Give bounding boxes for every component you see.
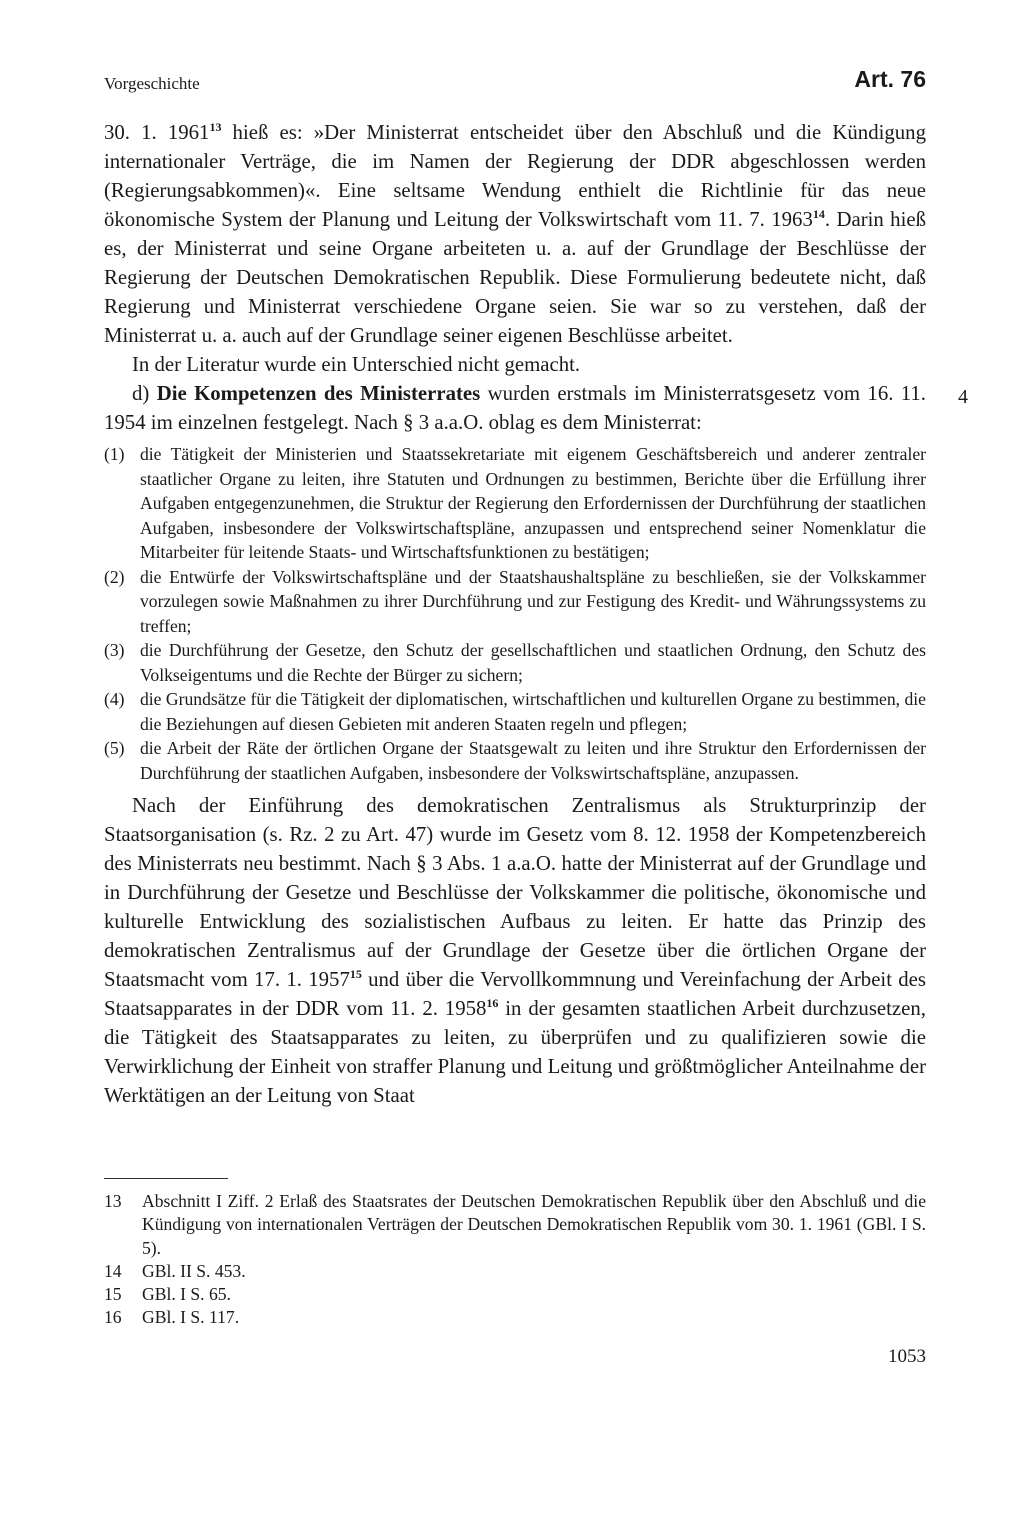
footnote-text: GBl. I S. 65.	[142, 1284, 231, 1305]
list-item-text: die Arbeit der Räte der örtlichen Organe der Staatsgewalt zu leiten und ihre Struktur den Erfordernissen der Durchführung der staatlichen Aufgaben, insbesondere der Volkswirtschaftspläne, anzupassen.	[140, 738, 926, 783]
paragraph-text: d)	[132, 382, 157, 405]
paragraph-text: 30. 1. 1961	[104, 121, 210, 144]
bold-heading: Die Kompetenzen des Ministerrates	[156, 382, 481, 405]
list-item-text: die Tätigkeit der Ministerien und Staatssekretariate mit eigenem Geschäftsbereich und anderer zentraler staatlicher Organe zu leiten, ihre Statuten und Ordnungen zu bestimmen, Berichte über die Erfüllung ihrer Aufgaben entgegenzunehmen, die Struktur der Regierung den Erfordernissen der Durchführung der staatlichen Aufgaben, insbesondere der Volkswirtschaftspläne, anzupassen und entsprechend seiner Nomenklatur die Mitarbeiter für leitende Staats- und Wirtschaftsfunktionen zu bestätigen;	[140, 444, 926, 562]
list-item-number: (5)	[104, 738, 125, 758]
paragraph-text: und über die Vervollkommnung und Vereinfachung der Arbeit des Staatsapparates in der DDR vom 11. 2. 1958	[104, 968, 926, 1020]
paragraph-text: Nach der Einführung des demokratischen Zentralismus als Strukturprinzip der Staatsorganisation (s. Rz. 2 zu Art. 47) wurde im Gesetz vom 8. 12. 1958 der Kompetenzbereich des Ministerrats neu bestimmt. Nach § 3 Abs. 1 a.a.O. hatte der Ministerrat auf der Grundlage und in Durchführung der Gesetze und Beschlüsse der Volkskammer die politische, ökonomische und kulturelle Entwicklung des sozialistischen Aufbaus zu leiten. Er hatte das Prinzip des demokratischen Zentralismus auf der Grundlage der Gesetze über die örtlichen Organe der Staatsmacht vom 17. 1. 1957	[104, 794, 926, 991]
footnote-number: 16	[104, 1307, 122, 1328]
paragraph-3	[104, 379, 926, 437]
list-item-text: die Durchführung der Gesetze, den Schutz der gesellschaftlichen und staatlichen Ordnung, den Schutz des Volkseigentums und die Rechte der Bürger zu sichern;	[140, 640, 926, 685]
running-header-article: Art. 76	[854, 66, 926, 92]
paragraph-2: In der Literatur wurde ein Unterschied nicht gemacht.	[132, 353, 581, 376]
footnote-text: GBl. I S. 117.	[142, 1307, 240, 1328]
footnote-text: Abschnitt I Ziff. 2 Erlaß des Staatsrates der Deutschen Demokratischen Republik über den Abschluß und die Kündigung von internationalen Verträgen der Deutschen Demokratischen Republik vom 30. 1. 1961 (GBl. I S. 5).	[142, 1191, 926, 1258]
list-item	[104, 565, 926, 639]
footnote-ref-16: 16	[486, 996, 499, 1010]
footnote-text: GBl. II S. 453.	[142, 1260, 246, 1281]
list-item	[104, 736, 926, 785]
list-item-number: (4)	[104, 689, 125, 709]
running-header-section: Vorgeschichte	[104, 74, 200, 93]
list-item	[104, 442, 926, 565]
main-text	[104, 118, 926, 1110]
paragraph-text: . Darin hieß es, der Ministerrat und seine Organe arbeiteten u. a. auf der Grundlage der Beschlüsse der Regierung der Deutschen Demokratischen Republik. Diese Formulierung bedeutete nicht, daß Regierung und Ministerrat verschiedene Organe seien. Sie war so zu verstehen, daß der Ministerrat u. a. auch auf der Grundlage seiner eigenen Beschlüsse arbeitet.	[104, 208, 926, 347]
footnote-number: 13	[104, 1191, 122, 1211]
paragraph-text: wurden erstmals im Ministerratsgesetz vom 16. 11. 1954 im einzelnen festgelegt. Nach § 3 a.a.O. oblag es dem Ministerrat:	[104, 382, 927, 434]
footnote	[104, 1306, 926, 1329]
footnote-ref-14: 14	[812, 207, 825, 221]
list-item-text: die Entwürfe der Volkswirtschaftspläne und der Staatshaushaltspläne zu beschließen, sie der Volkskammer vorzulegen sowie Maßnahmen zu ihrer Durchführung und zur Festigung des Kredit- und Währungssystems zu treffen;	[140, 566, 926, 636]
list-item-number: (3)	[104, 640, 125, 660]
paragraph-4	[104, 791, 926, 1110]
list-item-number: (1)	[104, 444, 125, 464]
paragraph-text: hieß es: »Der Ministerrat entscheidet über den Abschluß und die Kündigung internationaler Verträge, die im Namen der Regierung der DDR abgeschlossen werden (Regierungsabkommen)«. Eine seltsame Wendung enthielt die Richtlinie für das neue ökonomische System der Planung und Leitung der Volkswirtschaft vom 11. 7. 1963	[104, 121, 926, 231]
paragraph-1	[104, 118, 926, 350]
footnote-number: 15	[104, 1284, 122, 1305]
margin-number: 4	[958, 386, 968, 408]
list-item	[104, 638, 926, 687]
list-item-number: (2)	[104, 566, 125, 587]
footnotes	[104, 1190, 926, 1330]
list-item	[104, 687, 926, 736]
paragraph-text: in der gesamten staatlichen Arbeit durchzusetzen, die Tätigkeit des Staatsapparates zu leiten, zu überprüfen und zu qualifizieren sowie die Verwirklichung der Einheit von straffer Planung und Leitung und größtmöglicher Anteilnahme der Werktätigen an der Leitung von Staat	[104, 997, 926, 1107]
footnote	[104, 1283, 926, 1306]
footnote-ref-15: 15	[349, 967, 362, 981]
footnote	[104, 1190, 926, 1260]
list-item-text: die Grundsätze für die Tätigkeit der diplomatischen, wirtschaftlichen und kulturellen Organe zu bestimmen, die die Beziehungen auf diesen Gebieten mit anderen Staaten regeln und pflegen;	[140, 689, 926, 734]
footnote-number: 14	[104, 1260, 122, 1281]
footnote	[104, 1260, 926, 1283]
footnote-ref-13: 13	[209, 120, 222, 134]
competence-list	[104, 442, 926, 785]
page-number: 1053	[888, 1346, 926, 1367]
footnote-divider	[104, 1178, 228, 1179]
